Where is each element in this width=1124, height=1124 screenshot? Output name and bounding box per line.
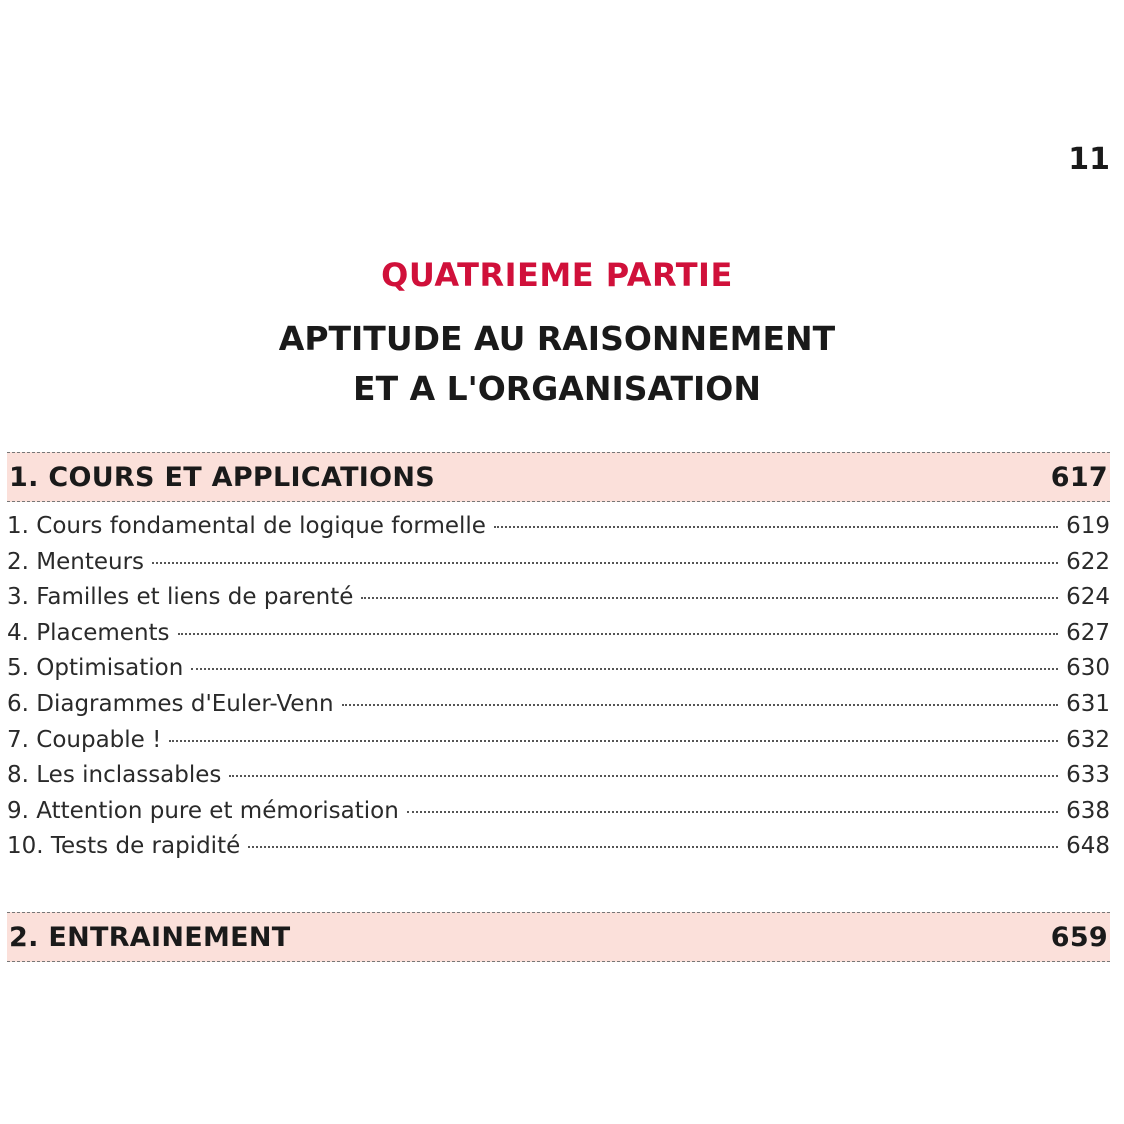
toc-entry-page: 624 [1066,584,1110,611]
toc-entry[interactable] [7,691,1110,727]
toc-entry-label: 5. Optimisation [7,655,184,682]
toc-entry-label: 8. Les inclassables [7,762,222,789]
section-header-cours-et-applications[interactable] [7,452,1110,502]
part-title-line-2: ET A L'ORGANISATION [353,369,761,408]
dot-leader [178,633,1059,635]
toc-entry-label: 4. Placements [7,619,170,646]
toc-entry[interactable] [7,620,1110,656]
toc-entry-page: 648 [1066,833,1110,860]
toc-entry-label: 6. Diagrammes d'Euler-Venn [7,690,334,717]
dot-leader [494,526,1058,528]
toc-entry-page: 632 [1066,726,1110,753]
toc-entry[interactable] [7,549,1110,585]
dot-leader [342,704,1058,706]
toc-entry[interactable] [7,655,1110,691]
part-title [0,314,1114,414]
dot-leader [169,740,1058,742]
toc-entry-label: 7. Coupable ! [7,726,162,753]
dot-leader [152,562,1058,564]
section-header-entrainement[interactable] [7,912,1110,962]
dot-leader [191,668,1058,670]
toc-entry[interactable] [7,833,1110,869]
toc-entry-label: 3. Familles et liens de parenté [7,584,354,611]
toc-entry-label: 2. Menteurs [7,548,145,575]
toc-entry[interactable] [7,584,1110,620]
toc-entry-page: 638 [1066,797,1110,824]
toc-entry-label: 1. Cours fondamental de logique formelle [7,513,486,539]
dot-leader [248,846,1058,848]
toc-entry[interactable] [7,727,1110,763]
section-page-number: 659 [1050,921,1108,953]
dot-leader [407,811,1058,813]
toc-entry[interactable] [7,513,1110,549]
page-number: 11 [1068,142,1110,177]
toc-entry-page: 631 [1066,690,1110,717]
section-title: 1. COURS ET APPLICATIONS [9,461,436,493]
toc-entry[interactable] [7,762,1110,798]
toc-entry-page: 627 [1066,619,1110,646]
toc-entry-page: 633 [1066,762,1110,789]
section-title: 2. ENTRAINEMENT [9,921,291,953]
toc-list [7,513,1110,869]
toc-entry-page: 630 [1066,655,1110,682]
toc-entry[interactable] [7,798,1110,834]
dot-leader [229,775,1058,777]
toc-entry-page: 622 [1066,548,1110,575]
toc-entry-label: 10. Tests de rapidité [7,833,241,860]
dot-leader [361,597,1058,599]
part-title-line-1: APTITUDE AU RAISONNEMENT [278,319,836,358]
part-label: QUATRIEME PARTIE [381,256,733,294]
toc-entry-label: 9. Attention pure et mémorisation [7,797,399,824]
section-page-number: 617 [1050,461,1108,493]
toc-entry-page: 619 [1066,513,1110,539]
